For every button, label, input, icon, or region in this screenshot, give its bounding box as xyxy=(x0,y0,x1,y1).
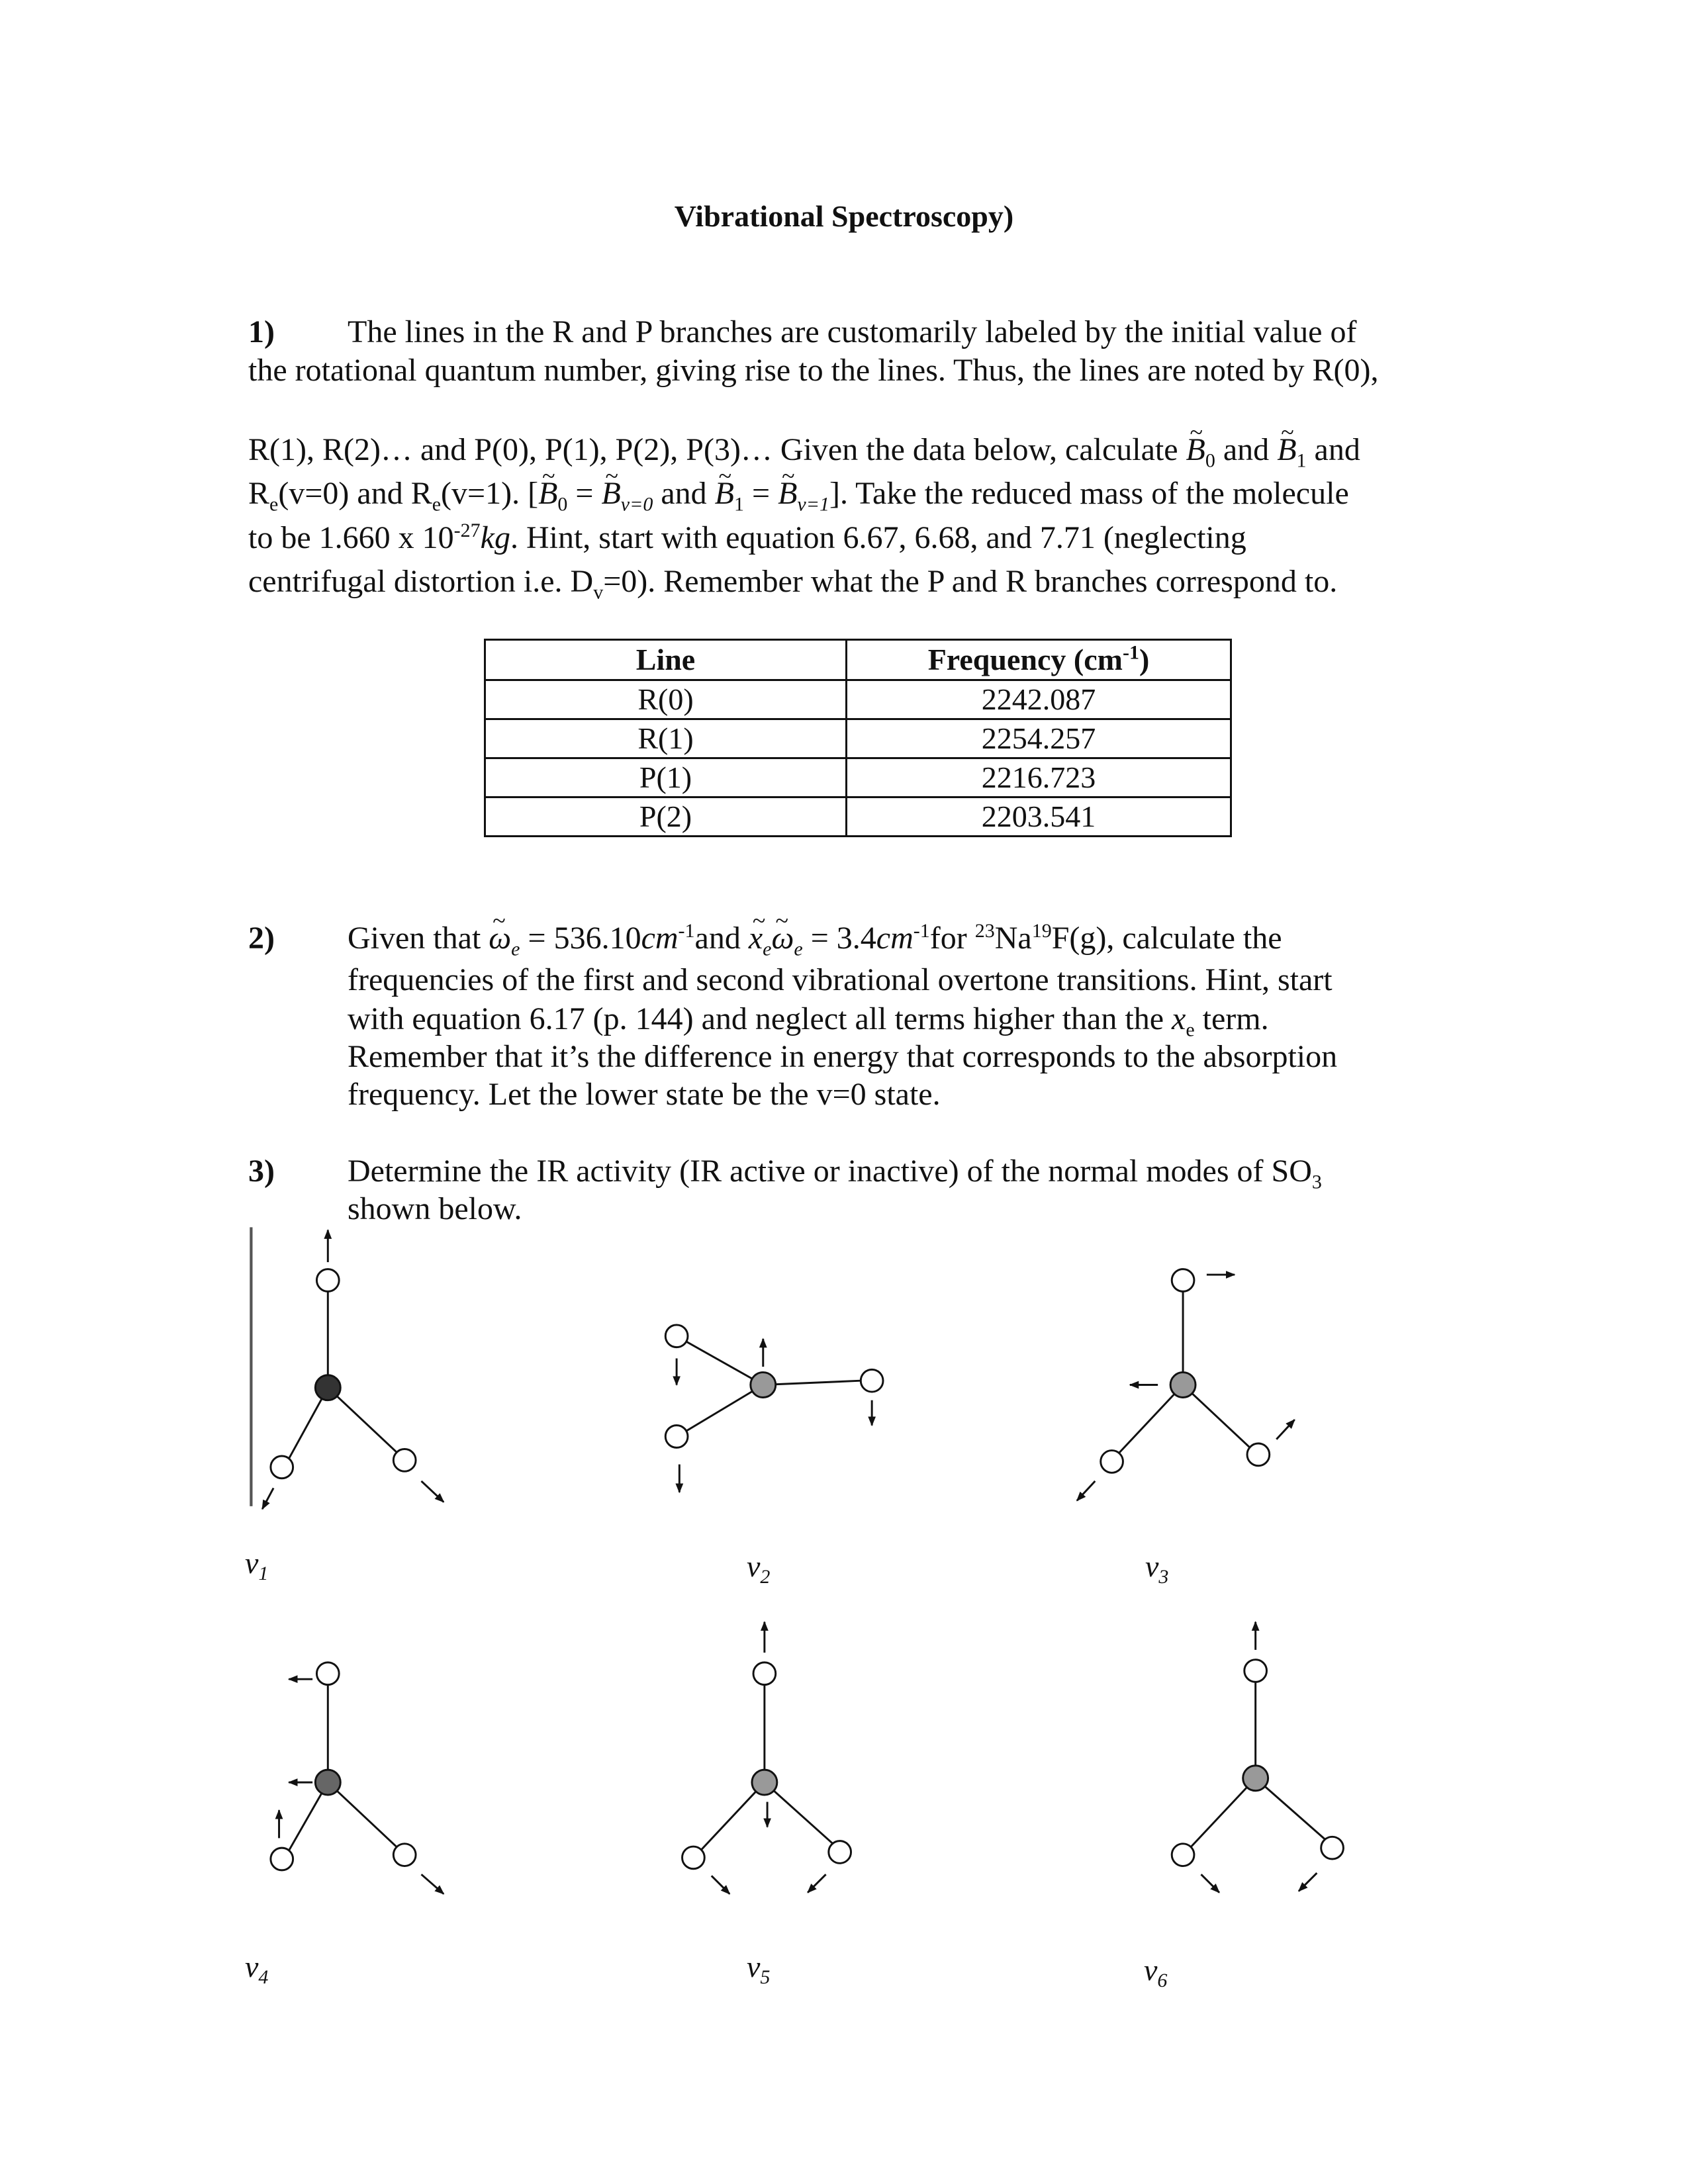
mode-v6-diagram xyxy=(1172,1622,1343,1893)
question-text: with equation 6.17 (p. 144) and neglect all terms higher than the $x_e$ term. xyxy=(348,1001,1269,1041)
question-number: 1) xyxy=(248,314,275,349)
question-number: 3) xyxy=(248,1154,275,1189)
question-text: $R_e(v=0)$ and $R_e(v=1)$. [~ $B_0$ = ~ $B_{v=0}$ and ~ $B_1$ = ~ $B_{v=1}$]. Take the reduced mass of the molecule xyxy=(248,474,1349,514)
table-row: R(1) 2254.257 xyxy=(485,719,1231,758)
question-text: to be 1.660 x $10^{-27}kg$. Hint, start with equation 6.67, 6.68, and 7.71 (neglecting xyxy=(248,520,1246,555)
mode-label-v2: $\nu_2$ xyxy=(747,1549,771,1588)
question-text: the rotational quantum number, giving rise to the lines. Thus, the lines are noted by R(0), xyxy=(248,353,1379,388)
frequency-table xyxy=(484,639,1232,837)
column-header-line: Line xyxy=(485,640,847,680)
question-text: Determine the IR activity (IR active or inactive) of the normal modes of $SO_3$ xyxy=(348,1154,1322,1193)
mode-v5-diagram xyxy=(682,1622,851,1894)
question-text: R(1), R(2)… and P(0), P(1), P(2), P(3)… Given the data below, calculate ~ $B_0$ and ~ $B_1$ and xyxy=(248,430,1360,470)
question-text: The lines in the R and P branches are customarily labeled by the initial value of xyxy=(348,314,1357,349)
question-text: centrifugal distortion i.e. $D_v=0$). Remember what the P and R branches correspond to. xyxy=(248,564,1338,604)
mode-label-v1: $\nu_1$ xyxy=(245,1546,269,1585)
mode-v2-diagram xyxy=(665,1325,883,1492)
question-text: Remember that it’s the difference in energy that corresponds to the absorption xyxy=(348,1039,1338,1074)
mode-label-v6: $\nu_6$ xyxy=(1144,1953,1168,1992)
question-text: frequency. Let the lower state be the v=0 state. xyxy=(348,1077,941,1112)
mode-label-v5: $\nu_5$ xyxy=(747,1950,771,1989)
table-row: P(1) 2216.723 xyxy=(485,758,1231,797)
mode-label-v3: $\nu_3$ xyxy=(1145,1549,1169,1588)
mode-v4-diagram xyxy=(271,1662,444,1894)
question-number: 2) xyxy=(248,921,275,956)
table-row: R(0) 2242.087 xyxy=(485,680,1231,719)
page-title: Vibrational Spectroscopy) xyxy=(674,199,1014,233)
mode-label-v4: $\nu_4$ xyxy=(245,1950,269,1989)
table-header-row xyxy=(485,640,1231,680)
mode-v3-diagram xyxy=(1077,1269,1295,1501)
mode-v1-diagram xyxy=(262,1230,444,1509)
question-text: frequencies of the first and second vibrational overtone transitions. Hint, start xyxy=(348,962,1333,997)
column-header-frequency: Frequency $(cm^{-1})$ xyxy=(847,640,1231,680)
table-row: P(2) 2203.541 xyxy=(485,797,1231,837)
question-text: shown below. xyxy=(348,1191,522,1226)
question-text: Given that ~ $\omega_e = 536.10cm^{-1}and$ ~ $x_e\sim$ $\omega_e = 3.4cm^{-1}for$ $^{23}$Na$^{19}$F(g), calculate the xyxy=(348,919,1282,958)
